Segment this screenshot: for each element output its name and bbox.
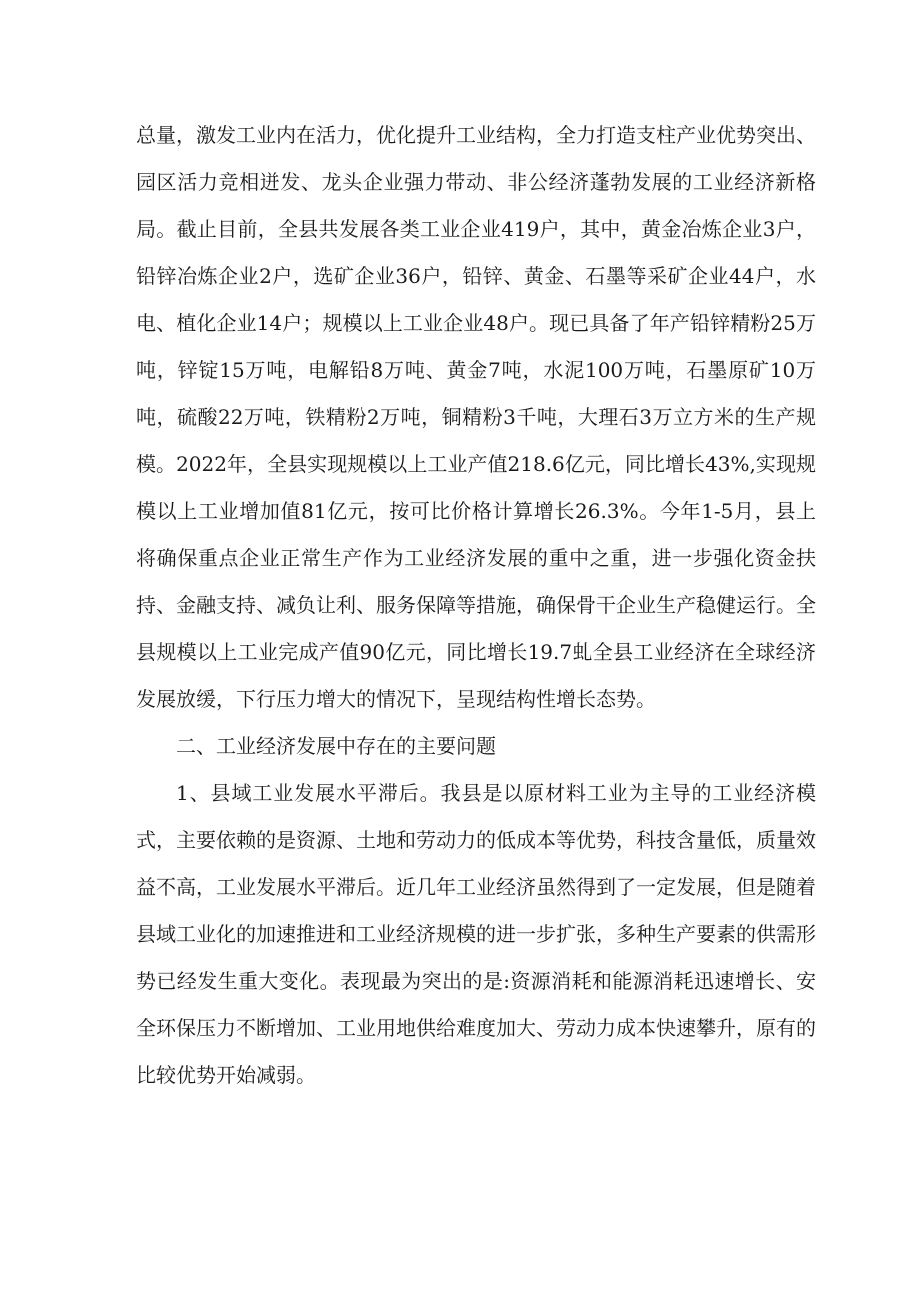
paragraph-industrial-overview: 总量，激发工业内在活力，优化提升工业结构，全力打造支柱产业优势突出、园区活力竞相迸发、龙头企业强力带动、非公经济蓬勃发展的工业经济新格局。截止目前，全县共发展各类工业企业419户，其中，黄金冶炼企业3户，铅锌冶炼企业2户，选矿企业36户，铅锌、黄金、石墨等采矿企业44户，水电、植化企业14户；规模以上工业企业48户。现已具备了年产铅锌精粉25万吨，锌锭15万吨，电解铅8万吨、黄金7吨，水泥100万吨，石墨原矿10万吨，硫酸22万吨，铁精粉2万吨，铜精粉3千吨，大理石3万立方米的生产规模。2022年，全县实现规模以上工业产值218.6亿元，同比增长43%,实现规模以上工业增加值81亿元，按可比价格计算增长26.3%。今年1-5月，县上将确保重点企业正常生产作为工业经济发展的重中之重，进一步强化资金扶持、金融支持、减负让利、服务保障等措施，确保骨干企业生产稳健运行。全县规模以上工业完成产值90亿元，同比增长19.7虬全县工业经济在全球经济发展放缓，下行压力增大的情况下，呈现结构性增长态势。: [136, 123, 816, 711]
section-heading-main-problems: 二、工业经济发展中存在的主要问题: [176, 734, 496, 758]
paragraph-development-lag: 1、县域工业发展水平滞后。我县是以原材料工业为主导的工业经济模式，主要依赖的是资源、土地和劳动力的低成本等优势，科技含量低，质量效益不高，工业发展水平滞后。近几年工业经济虽然得到了一定发展，但是随着县域工业化的加速推进和工业经济规模的进一步扩张，多种生产要素的供需形势已经发生重大变化。表现最为突出的是:资源消耗和能源消耗迅速增长、安全环保压力不断增加、工业用地供给难度加大、劳动力成本快速攀升，原有的比较优势开始减弱。: [136, 781, 816, 1087]
document-body: [136, 112, 816, 1099]
